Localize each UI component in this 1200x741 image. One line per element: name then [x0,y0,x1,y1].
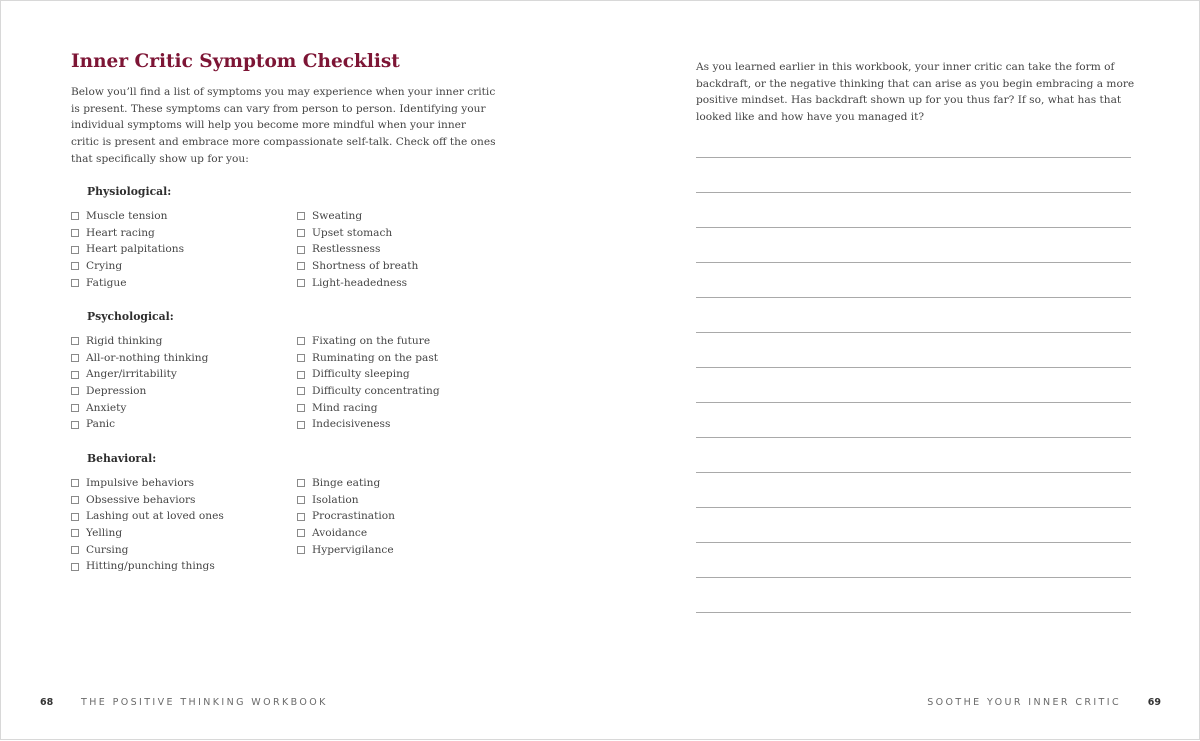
page-title: Inner Critic Symptom Checklist [71,51,400,72]
checklist-item [297,366,440,383]
checklist-item-label: Procrastination [312,510,395,523]
running-head-right: SOOTHE YOUR INNER CRITIC [927,697,1121,708]
checkbox[interactable] [297,513,305,521]
page-number-right: 69 [1147,697,1161,708]
checklist-item [297,525,395,542]
checklist-item [297,333,440,350]
checkbox[interactable] [71,262,79,270]
checklist-item [297,241,418,258]
checklist-item [297,350,440,367]
checklist-item-label: Upset stomach [312,226,393,239]
writing-line[interactable] [696,507,1131,542]
checklist-item-label: Obsessive behaviors [86,493,196,506]
checklist-item [71,383,208,400]
checkbox[interactable] [71,496,79,504]
writing-line[interactable] [696,437,1131,472]
physiological-list-col1 [71,208,184,291]
physiological-list-col2 [297,208,418,291]
checklist-item [71,508,224,525]
checkbox[interactable] [71,546,79,554]
checkbox[interactable] [297,546,305,554]
checkbox[interactable] [71,404,79,412]
checklist-item-label: Sweating [312,210,363,222]
checklist-item [71,542,224,559]
psychological-list-col2 [297,333,440,433]
right-page [601,1,1200,741]
checkbox[interactable] [71,371,79,379]
section-heading-physiological: Physiological: [87,185,172,198]
checklist-item-label: Crying [86,260,123,273]
checklist-item-label: Impulsive behaviors [86,477,195,489]
checklist-item-label: Fatigue [86,276,127,289]
psychological-list-col1 [71,333,208,433]
checkbox[interactable] [297,421,305,429]
checkbox[interactable] [71,212,79,220]
checklist-item [71,275,184,292]
checkbox[interactable] [297,496,305,504]
checklist-item-label: All-or-nothing thinking [86,351,209,364]
checklist-item [297,542,395,559]
checklist-item [71,475,224,492]
checklist-item [297,225,418,242]
checklist-item [71,208,184,225]
checkbox[interactable] [297,262,305,270]
checklist-item [71,400,208,417]
checkbox[interactable] [71,513,79,521]
writing-line[interactable] [696,157,1131,192]
writing-line[interactable] [696,227,1131,262]
checkbox[interactable] [71,421,79,429]
checklist-item-label: Rigid thinking [86,335,163,347]
writing-line[interactable] [696,542,1131,577]
checkbox[interactable] [71,479,79,487]
checklist-item-label: Isolation [312,493,359,506]
checkbox[interactable] [297,479,305,487]
checklist-item-label: Difficulty concentrating [312,385,440,398]
checklist-item [297,258,418,275]
checklist-item-label: Difficulty sleeping [312,368,410,381]
checklist-item-label: Mind racing [312,401,378,414]
checklist-item [297,492,395,509]
checklist-item [297,508,395,525]
checklist-item-label: Hypervigilance [312,543,394,556]
checklist-item [297,208,418,225]
checklist-item-label: Fixating on the future [312,335,431,347]
checkbox[interactable] [71,529,79,537]
behavioral-list-col2 [297,475,395,558]
checkbox[interactable] [297,229,305,237]
page-number-left: 68 [40,697,54,708]
checklist-item-label: Yelling [86,527,123,540]
checkbox[interactable] [297,529,305,537]
intro-paragraph: Below you’ll find a list of symptoms you may experience when your inner critic is present. These symptoms can vary from person to person. Identifying your individual symptoms will help you become more mindful when your inner critic is present and embrace more compassionate self-talk. Check off the ones that specifically show up for you: [71,86,496,165]
checklist-item-label: Anger/irritability [86,368,177,381]
journal-prompt: As you learned earlier in this workbook, your inner critic can take the form of backdraft, or the negative thinking that can arise as you begin embracing a more positive mindset. Has backdraft shown up for you thus far? If so, what has that looked like and how have you managed it? [696,61,1135,124]
checklist-item-label: Muscle tension [86,210,168,222]
left-page [1,1,601,741]
checklist-item [297,416,440,433]
checklist-item [71,525,224,542]
checklist-item [297,383,440,400]
checklist-item [71,558,224,575]
checkbox[interactable] [71,337,79,345]
behavioral-list-col1 [71,475,224,575]
checkbox[interactable] [297,337,305,345]
writing-line[interactable] [696,612,1131,647]
checklist-item-label: Depression [86,385,147,398]
checklist-item-label: Lashing out at loved ones [86,510,224,523]
checklist-item [71,492,224,509]
checklist-item-label: Shortness of breath [312,260,419,273]
checkbox[interactable] [297,212,305,220]
checklist-item [297,400,440,417]
checkbox[interactable] [297,246,305,254]
checkbox[interactable] [297,387,305,395]
checklist-item [71,225,184,242]
writing-line[interactable] [696,402,1131,437]
writing-lines [696,157,1131,647]
checklist-item-label: Heart palpitations [86,243,185,256]
checkbox[interactable] [297,279,305,287]
checklist-item-label: Anxiety [86,401,127,414]
checkbox[interactable] [297,354,305,362]
section-heading-behavioral: Behavioral: [87,452,157,465]
writing-line[interactable] [696,577,1131,612]
writing-line[interactable] [696,262,1131,297]
writing-line[interactable] [696,367,1131,402]
checkbox[interactable] [71,387,79,395]
checklist-item [71,366,208,383]
checklist-item [71,350,208,367]
checklist-item-label: Indecisiveness [312,418,391,431]
checklist-item-label: Binge eating [312,477,381,489]
writing-line[interactable] [696,472,1131,507]
checkbox[interactable] [71,354,79,362]
checklist-item-label: Restlessness [312,243,381,256]
checklist-item [71,241,184,258]
checkbox[interactable] [71,279,79,287]
checklist-item-label: Panic [86,418,116,431]
writing-line[interactable] [696,332,1131,367]
checkbox[interactable] [297,404,305,412]
checklist-item [297,475,395,492]
checklist-item-label: Hitting/punching things [86,560,215,573]
checkbox[interactable] [71,563,79,571]
running-head-left: THE POSITIVE THINKING WORKBOOK [81,697,328,708]
writing-line[interactable] [696,192,1131,227]
checklist-item-label: Avoidance [312,527,368,540]
checklist-item [71,333,208,350]
checkbox[interactable] [71,229,79,237]
checklist-item-label: Ruminating on the past [312,351,439,364]
checklist-item-label: Heart racing [86,226,155,239]
checklist-item [71,416,208,433]
checklist-item [297,275,418,292]
writing-line[interactable] [696,297,1131,332]
checklist-item-label: Cursing [86,543,129,556]
section-heading-psychological: Psychological: [87,310,174,323]
checklist-item-label: Light-headedness [312,276,408,289]
checkbox[interactable] [297,371,305,379]
checklist-item [71,258,184,275]
checkbox[interactable] [71,246,79,254]
